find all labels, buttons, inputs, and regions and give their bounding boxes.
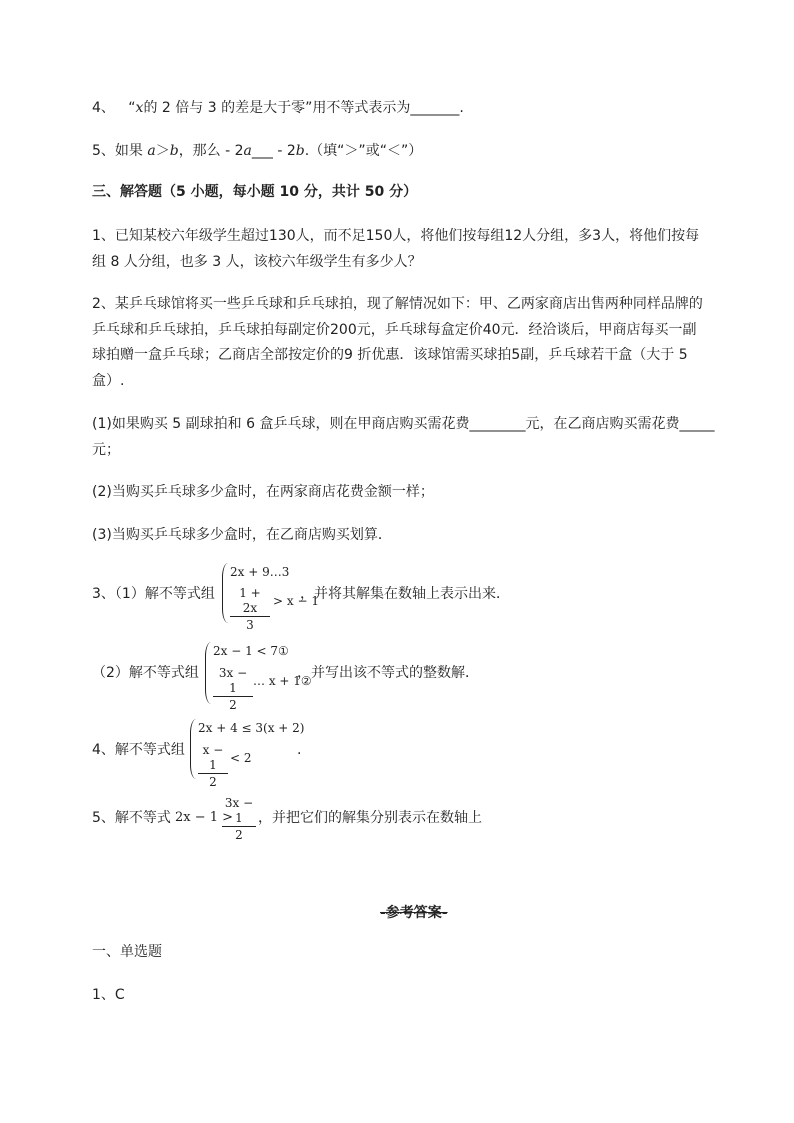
system-row-1: 2x + 4 ≤ 3(x + 2) xyxy=(198,721,305,735)
problem-2-sub-3: (3)当购买乒乓球多少盒时，在乙商店购买划算． xyxy=(92,527,392,543)
problem-2-sub-2: (2)当购买乒乓球多少盒时，在两家商店花费金额一样； xyxy=(92,484,434,500)
inequality-system-3-2 xyxy=(205,642,312,712)
answer-section-1: 一、单选题 xyxy=(92,944,162,960)
system-row-1: 2x − 1 < 7① xyxy=(213,644,289,658)
brace xyxy=(222,563,229,623)
problem-3-part-1-suffix: ，并将其解集在数轴上表示出来． xyxy=(300,586,510,602)
problem-2-line-2: 乒乓球和乒乓球拍，乒乓球拍每副定价200元，乒乓球每盒定价40元．经洽谈后，甲商店每买一副 xyxy=(92,322,697,338)
fill-question-5: 5、如果 a＞b，那么 - 2a___ - 2b.（填“＞”或“＜”） xyxy=(92,143,423,159)
problem-3-part-2-suffix: ，并写出该不等式的整数解． xyxy=(297,665,479,681)
problem-5-fraction: $\frac{3x - 1}{2}$ xyxy=(222,796,256,843)
system-rhs: … x + 1② xyxy=(253,674,312,688)
problem-2-line-4: 盒）. xyxy=(92,373,125,389)
system-fraction: $\frac{3x - 1}{2}$ xyxy=(213,666,253,713)
system-rhs: > x − 1 xyxy=(273,594,319,608)
problem-2-sub-1-line-2: 元； xyxy=(92,442,120,458)
problem-5-prefix: 5、解不等式 xyxy=(92,810,171,826)
answer-title: -参考答案- xyxy=(380,905,448,921)
brace xyxy=(190,719,197,779)
problem-2-line-1: 2、某乒乓球馆将买一些乒乓球和乒乓球拍，现了解情况如下：甲、乙两家商店出售两种同样品牌的 xyxy=(92,296,703,312)
inequality-system-4 xyxy=(190,719,305,789)
problem-3-part-2-prefix: （2）解不等式组 xyxy=(92,665,199,681)
problem-5-suffix: ，并把它们的解集分别表示在数轴上 xyxy=(258,810,482,826)
problem-5-lhs: 2x − 1 > xyxy=(175,810,234,825)
brace xyxy=(205,642,212,704)
system-rhs: < 2 xyxy=(230,751,252,765)
problem-1-line-1: 1、已知某校六年级学生超过130人，而不足150人，将他们按每组12人分组，多3人，将他们按每 xyxy=(92,228,700,244)
problem-4-prefix: 4、解不等式组 xyxy=(92,742,185,758)
answer-1: 1、C xyxy=(92,987,125,1003)
system-fraction: $\frac{1 + 2x}{3}$ xyxy=(230,586,270,633)
section-heading-3: 三、解答题（5 小题，每小题 10 分，共计 50 分） xyxy=(92,184,418,200)
problem-4-suffix: . xyxy=(297,742,302,758)
problem-2-sub-1-line-1: (1)如果购买 5 副球拍和 6 盒乒乓球，则在甲商店购买需花费________元，在乙商店购买需花费_____ xyxy=(92,416,715,432)
problem-3-part-1-prefix: 3、（1）解不等式组 xyxy=(92,586,215,602)
system-row-1: 2x + 9…3 xyxy=(230,565,290,579)
problem-1-line-2: 组 8 人分组，也多 3 人，该校六年级学生有多少人？ xyxy=(92,254,422,270)
problem-2-line-3: 球拍赠一盒乒乓球；乙商店全部按定价的9 折优惠．该球馆需买球拍5副，乒乓球若干盒（大于 5 xyxy=(92,347,688,363)
fill-question-4: 4、 “x的 2 倍与 3 的差是大于零”用不等式表示为_______. xyxy=(92,100,464,116)
system-fraction: $\frac{x - 1}{2}$ xyxy=(198,743,228,790)
